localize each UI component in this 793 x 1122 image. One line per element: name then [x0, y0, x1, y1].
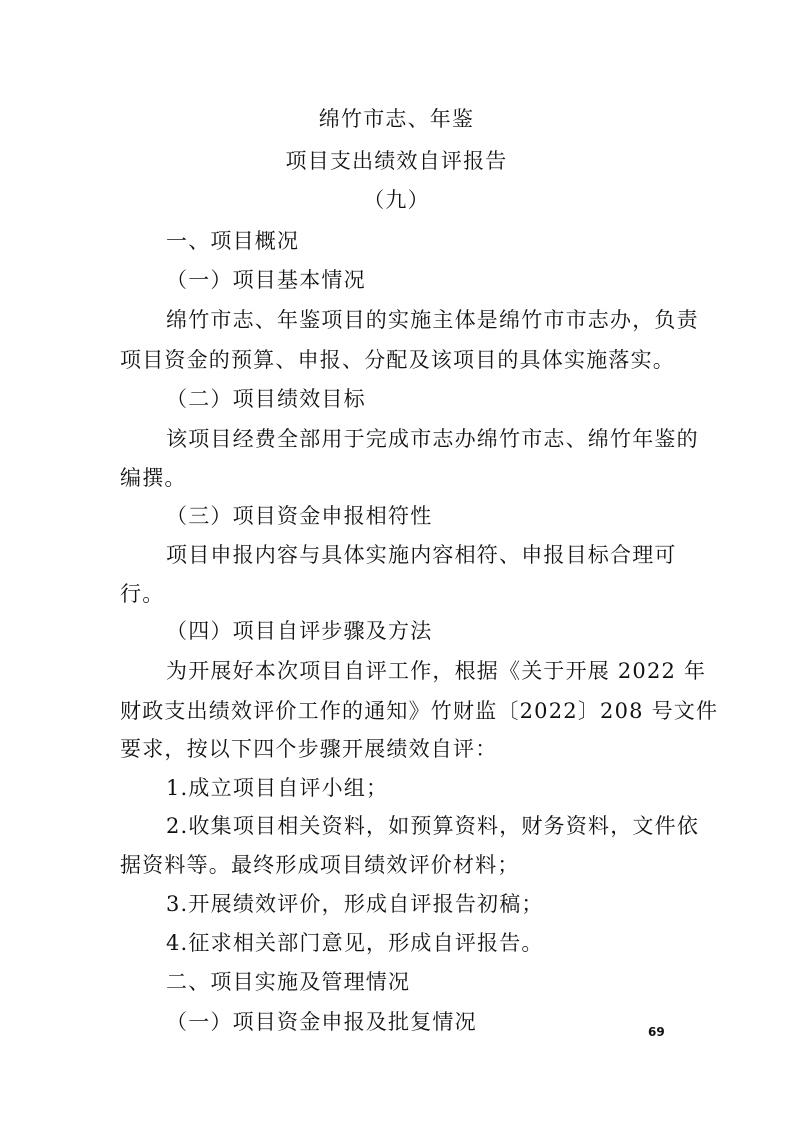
page-number: 69 — [648, 1025, 665, 1039]
subsection-1-1-heading: （一）项目基本情况 — [166, 268, 366, 292]
subsection-1-2-heading: （二）项目绩效目标 — [166, 387, 366, 411]
step-item: 1.成立项目自评小组； — [166, 776, 389, 800]
title-line-2: 项目支出绩效自评报告 — [285, 149, 508, 173]
step-item-continuation: 据资料等。最终形成项目绩效评价材料； — [120, 853, 520, 877]
step-item: 3.开展绩效评价，形成自评报告初稿； — [166, 892, 544, 916]
section-1-heading: 一、项目概况 — [166, 229, 300, 253]
paragraph-line: 项目申报内容与具体实施内容相符、申报目标合理可 — [166, 543, 677, 567]
title-line-3: （九） — [363, 188, 430, 212]
paragraph-line: 绵竹市志、年鉴项目的实施主体是绵竹市市志办，负责 — [166, 308, 699, 332]
subsection-1-4-heading: （四）项目自评步骤及方法 — [166, 619, 433, 643]
subsection-1-3-heading: （三）项目资金申报相符性 — [166, 504, 433, 528]
paragraph-line: 为开展好本次项目自评工作，根据《关于开展 2022 年 — [166, 659, 707, 683]
paragraph-line: 要求，按以下四个步骤开展绩效自评： — [120, 737, 498, 761]
paragraph-line: 财政支出绩效评价工作的通知》竹财监〔2022〕208 号文件 — [120, 699, 719, 723]
subsection-2-1-heading: （一）项目资金申报及批复情况 — [166, 1010, 477, 1034]
section-2-heading: 二、项目实施及管理情况 — [166, 970, 411, 994]
title-line-1: 绵竹市志、年鉴 — [318, 107, 475, 131]
paragraph-line: 行。 — [120, 582, 165, 606]
paragraph-line: 该项目经费全部用于完成市志办绵竹市志、绵竹年鉴的 — [166, 427, 699, 451]
step-item: 2.收集项目相关资料，如预算资料，财务资料，文件依 — [166, 814, 700, 838]
step-item: 4.征求相关部门意见，形成自评报告。 — [166, 931, 544, 955]
paragraph-line: 编撰。 — [120, 466, 187, 490]
paragraph-line: 项目资金的预算、申报、分配及该项目的具体实施落实。 — [120, 348, 675, 372]
